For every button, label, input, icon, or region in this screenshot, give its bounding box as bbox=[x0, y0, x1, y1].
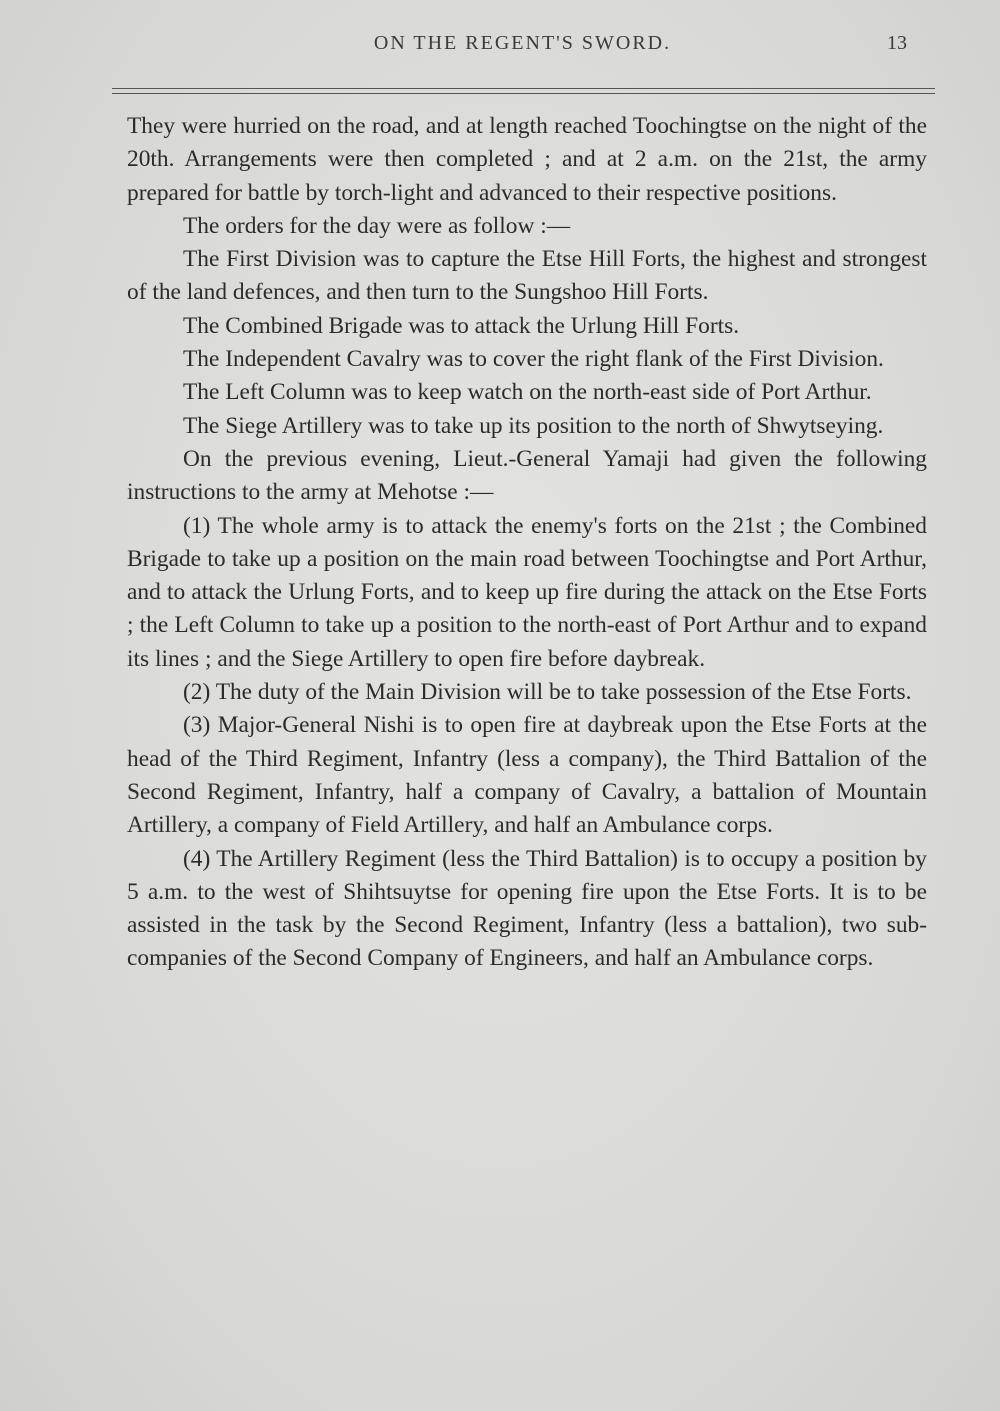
paragraph: (4) The Artillery Regiment (less the Third Battalion) is to occupy a position by 5 a.m. to the west of Shihtsuytse for opening fire upon the Etse Forts. It is to be assisted in the task by the Second Regiment, Infantry (less a battalion), two sub-companies of the Second Company of Engineers, and half an Ambulance corps. bbox=[127, 845, 927, 972]
running-title: ON THE REGENT'S SWORD. bbox=[373, 32, 672, 54]
page-header bbox=[110, 30, 935, 60]
body-text bbox=[127, 110, 927, 976]
paragraph: The Independent Cavalry was to cover the right flank of the First Division. bbox=[183, 346, 884, 373]
paragraph: (3) Major-General Nishi is to open fire at daybreak upon the Etse Forts at the head of the Third Regiment, Infantry (less a company), the Third Battalion of the Second Regiment, Infantry, half a company of Cavalry, a battalion of Mountain Artillery, a company of Field Artillery, and half an Ambulance corps. bbox=[127, 712, 927, 839]
paragraph: On the previous evening, Lieut.-General Yamaji had given the following instructions to the army at Mehotse :— bbox=[127, 445, 927, 506]
paragraph: The Combined Brigade was to attack the Urlung Hill Forts. bbox=[183, 312, 740, 339]
paragraph: The Left Column was to keep watch on the north-east side of Port Arthur. bbox=[183, 379, 872, 406]
paragraph: (1) The whole army is to attack the enemy's forts on the 21st ; the Combined Brigade to take up a position on the main road between Toochingtse and Port Arthur, and to attack the Urlung Forts, and to keep up fire during the attack on the Etse Forts ; the Left Column to take up a position to the north-east of Port Arthur and to expand its lines ; and the Siege Artillery to open fire before daybreak. bbox=[127, 512, 927, 672]
paragraph: The Siege Artillery was to take up its position to the north of Shwytseying. bbox=[183, 412, 884, 439]
page-number: 13 bbox=[887, 32, 907, 54]
paragraph: The First Division was to capture the Etse Hill Forts, the highest and strongest of the land defences, and then turn to the Sungshoo Hill Forts. bbox=[127, 246, 927, 306]
paragraph: They were hurried on the road, and at length reached Toochingtse on the night of the 20th. Arrangements were then completed ; and at 2 a.m. on the 21st, the army prepared for battle by torch-light and advanced to their respective positions. bbox=[127, 113, 927, 206]
paragraph: (2) The duty of the Main Division will be to take possession of the Etse Forts. bbox=[183, 679, 912, 706]
paragraph: The orders for the day were as follow :— bbox=[183, 212, 571, 239]
header-rule-top bbox=[112, 88, 935, 89]
header-rule-bottom bbox=[112, 93, 935, 94]
